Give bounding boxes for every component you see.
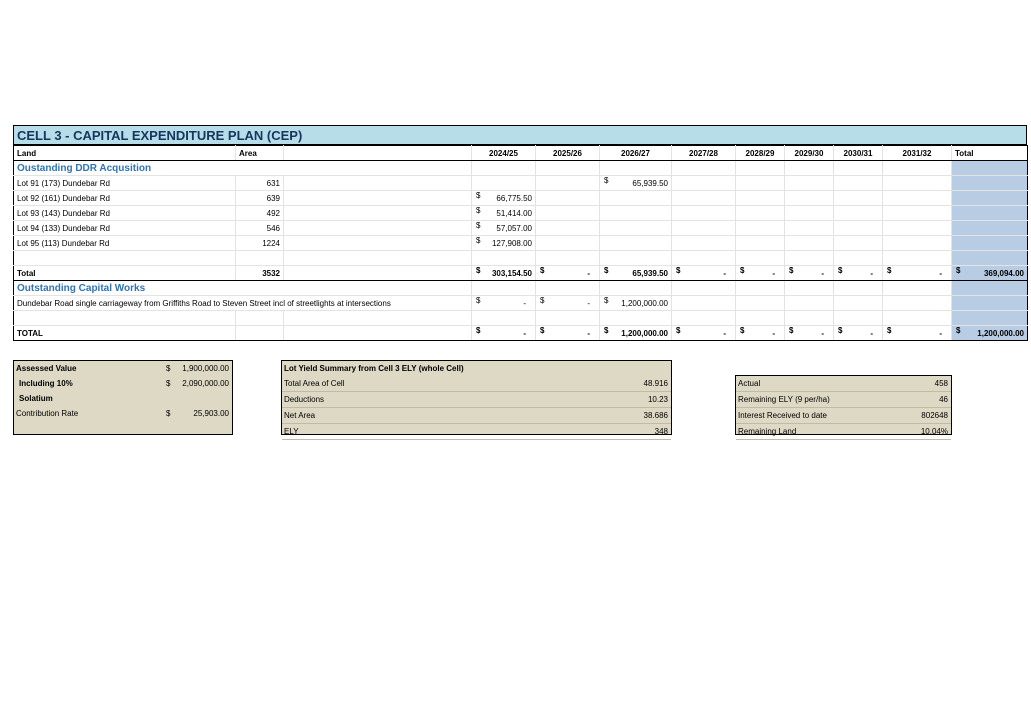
actual-row [736,424,951,440]
amount-cell[interactable] [600,326,672,341]
cell[interactable] [883,251,952,266]
cell[interactable] [14,311,236,326]
lot-row [14,236,1028,251]
amount-cell[interactable] [472,221,536,236]
cell[interactable] [834,311,883,326]
cep-sheet [13,125,1027,341]
cell[interactable] [284,311,472,326]
cell[interactable] [284,176,472,191]
cell[interactable] [952,281,1028,296]
total-label[interactable]: Total [14,266,236,281]
amount: 57,057.00 [496,223,532,233]
amount: - [870,328,873,338]
actual-value: 802648 [921,411,948,420]
amount: - [821,268,824,278]
cell[interactable] [785,221,834,236]
header-year[interactable]: 2025/26 [536,146,600,161]
lot-name[interactable]: Lot 91 (173) Dundebar Rd [14,176,236,191]
amount: - [939,268,942,278]
cell[interactable] [472,161,536,176]
actual-row [736,408,951,424]
header-year[interactable]: 2027/28 [672,146,736,161]
cell[interactable] [785,311,834,326]
cell[interactable] [736,161,785,176]
amount-cell[interactable] [536,266,600,281]
assessed-value-box [13,360,233,435]
yield-row [282,392,671,408]
yield-value: 48.916 [643,379,668,388]
lot-name[interactable]: Lot 94 (133) Dundebar Rd [14,221,236,236]
sheet-title: CELL 3 - CAPITAL EXPENDITURE PLAN (CEP) [13,125,1027,145]
amount: - [587,298,590,308]
amount-cell[interactable] [785,326,834,341]
actual-label: Remaining Land [738,427,797,436]
amount: 303,154.50 [491,268,532,278]
header-year[interactable]: 2031/32 [883,146,952,161]
amount-cell[interactable] [736,266,785,281]
cell[interactable] [672,221,736,236]
header-year[interactable]: 2030/31 [834,146,883,161]
lot-yield-heading [282,361,671,376]
cell[interactable] [736,251,785,266]
cell[interactable] [14,251,236,266]
cell[interactable] [785,176,834,191]
cell[interactable] [883,296,952,311]
assessed-row [14,361,232,376]
lot-area[interactable]: 1224 [236,236,284,251]
cell[interactable] [834,281,883,296]
works-2025[interactable] [536,296,600,311]
amount: - [523,328,526,338]
currency-symbol: $ [166,409,171,418]
amount-cell[interactable] [952,266,1028,281]
amount: 66,775.50 [496,193,532,203]
grand-total-row [14,326,1028,341]
actual-label: Remaining ELY (9 per/ha) [738,395,830,404]
cell[interactable] [834,296,883,311]
yield-value: 10.23 [647,395,668,404]
actual-row [736,376,951,392]
amount: - [772,328,775,338]
cell[interactable] [736,191,785,206]
section-row [14,281,1028,296]
amount: - [523,298,526,308]
currency-symbol: $ [887,326,892,335]
cell[interactable] [284,191,472,206]
cell[interactable] [883,176,952,191]
section-ddr-acquisition[interactable]: Oustanding DDR Acqusition [14,161,472,176]
amount: 369,094.00 [983,268,1024,278]
cell[interactable] [600,281,672,296]
amount-cell[interactable] [785,266,834,281]
lot-name[interactable]: Lot 92 (161) Dundebar Rd [14,191,236,206]
assessed-row [14,406,232,421]
cell[interactable] [672,176,736,191]
section-capital-works[interactable]: Outstanding Capital Works [14,281,472,296]
currency-symbol: $ [740,266,745,275]
currency-symbol: $ [789,266,794,275]
lot-area[interactable]: 631 [236,176,284,191]
lot-name[interactable]: Lot 95 (113) Dundebar Rd [14,236,236,251]
cell[interactable] [672,281,736,296]
header-year[interactable]: 2029/30 [785,146,834,161]
amount-cell[interactable] [600,191,672,206]
cell[interactable] [952,161,1028,176]
lot-row [14,176,1028,191]
yield-rows [282,376,671,440]
currency-symbol: $ [604,266,609,275]
currency-symbol: $ [740,326,745,335]
amount: - [939,328,942,338]
cell[interactable] [834,236,883,251]
header-land[interactable]: Land [14,146,236,161]
cell[interactable] [600,251,672,266]
yield-label: Net Area [284,411,316,420]
cell[interactable] [883,281,952,296]
yield-row [282,408,671,424]
lot-area[interactable]: 546 [236,221,284,236]
total-area[interactable]: 3532 [236,266,284,281]
cell[interactable] [536,281,600,296]
currency-symbol: $ [166,364,171,373]
total-row [14,266,1028,281]
cell[interactable] [536,176,600,191]
actual-box [735,375,952,435]
cell[interactable] [952,221,1028,236]
cell[interactable] [952,176,1028,191]
amount-cell[interactable] [600,266,672,281]
yield-value: 348 [654,427,668,436]
currency-symbol: $ [604,326,609,335]
lot-name[interactable]: Lot 93 (143) Dundebar Rd [14,206,236,221]
currency-symbol: $ [540,326,545,335]
amount-cell[interactable] [472,266,536,281]
cell[interactable] [536,206,600,221]
cell[interactable] [284,221,472,236]
cell[interactable] [952,296,1028,311]
cell[interactable] [536,161,600,176]
currency-symbol: $ [838,326,843,335]
cell[interactable] [736,221,785,236]
assessed-row [14,376,232,391]
cell[interactable] [236,326,284,341]
cell[interactable] [883,221,952,236]
amount: 1,200,000.00 [621,298,668,308]
amount-cell[interactable] [536,326,600,341]
cell[interactable] [785,236,834,251]
cell[interactable] [284,326,472,341]
cell[interactable] [600,161,672,176]
yield-label: Total Area of Cell [284,379,345,388]
cell[interactable] [736,296,785,311]
amount: - [587,268,590,278]
currency-symbol: $ [540,296,545,305]
assessed-value: 25,903.00 [193,409,229,418]
works-2024[interactable] [472,296,536,311]
currency-symbol: $ [956,266,961,275]
amount: 65,939.50 [632,178,668,188]
cell[interactable] [672,251,736,266]
header-year[interactable]: 2026/27 [600,146,672,161]
lot-row [14,206,1028,221]
amount: - [772,268,775,278]
lot-yield-heading-text: Lot Yield Summary from Cell 3 ELY (whole Cell) [284,364,464,373]
yield-label: ELY [284,427,299,436]
header-blank[interactable] [284,146,472,161]
cell[interactable] [736,206,785,221]
actual-value: 10.04% [920,427,948,436]
cell[interactable] [672,311,736,326]
currency-symbol: $ [676,326,681,335]
header-total[interactable]: Total [952,146,1028,161]
cell[interactable] [472,251,536,266]
actual-value: 458 [934,379,948,388]
amount-cell[interactable] [952,326,1028,341]
yield-value: 38.686 [643,411,668,420]
currency-symbol: $ [604,176,609,185]
cell[interactable] [284,236,472,251]
actual-row [736,392,951,408]
cell[interactable] [883,311,952,326]
works-2026[interactable] [600,296,672,311]
currency-symbol: $ [604,296,609,305]
cell[interactable] [952,191,1028,206]
amount: 51,414.00 [496,208,532,218]
amount-cell[interactable] [472,236,536,251]
currency-symbol: $ [476,326,481,335]
currency-symbol: $ [476,296,481,305]
currency-symbol: $ [838,266,843,275]
assessed-row [14,391,232,406]
assessed-label: Assessed Value [16,364,77,373]
cell[interactable] [536,236,600,251]
amount-cell[interactable] [600,236,672,251]
actual-value: 46 [939,395,948,404]
assessed-label: Contribution Rate [16,409,79,418]
cell[interactable] [785,251,834,266]
cell[interactable] [672,296,736,311]
assessed-label: Solatium [19,394,53,403]
currency-symbol: $ [476,191,481,200]
cell[interactable] [672,236,736,251]
lot-row [14,221,1028,236]
cell[interactable] [536,191,600,206]
actual-label: Interest Received to date [738,411,827,420]
cell[interactable] [736,176,785,191]
currency-symbol: $ [476,236,481,245]
works-row [14,296,1028,311]
amount-cell[interactable] [834,266,883,281]
cell[interactable] [952,236,1028,251]
assessed-value: 2,090,000.00 [182,379,229,388]
cell[interactable] [785,206,834,221]
amount-cell[interactable] [472,206,536,221]
cell[interactable] [785,296,834,311]
lot-area[interactable]: 492 [236,206,284,221]
cell[interactable] [952,311,1028,326]
amount: 127,908.00 [491,238,532,248]
works-description[interactable]: Dundebar Road single carriageway from Griffiths Road to Steven Street incl of streetlights at intersections [14,296,472,311]
header-row [14,146,1028,161]
lot-row [14,191,1028,206]
actual-label: Actual [738,379,761,388]
cell[interactable] [736,281,785,296]
currency-symbol: $ [887,266,892,275]
cell[interactable] [834,221,883,236]
amount: - [723,328,726,338]
cell[interactable] [883,206,952,221]
amount-cell[interactable] [600,176,672,191]
cell[interactable] [284,206,472,221]
yield-label: Deductions [284,395,325,404]
amount-cell[interactable] [472,191,536,206]
currency-symbol: $ [476,206,481,215]
cell[interactable] [672,191,736,206]
currency-symbol: $ [789,326,794,335]
cell[interactable] [472,311,536,326]
header-year[interactable]: 2024/25 [472,146,536,161]
currency-symbol: $ [476,266,481,275]
cell[interactable] [472,281,536,296]
currency-symbol: $ [166,379,171,388]
cell[interactable] [236,311,284,326]
yield-row [282,424,671,440]
amount-cell[interactable] [736,326,785,341]
yield-row [282,376,671,392]
cell[interactable] [883,191,952,206]
cell[interactable] [736,236,785,251]
lot-rows [14,176,1028,251]
cell[interactable] [952,206,1028,221]
amount: 1,200,000.00 [977,328,1024,338]
cell[interactable] [284,251,472,266]
cell[interactable] [600,311,672,326]
grand-total-label[interactable]: TOTAL [14,326,236,341]
currency-symbol: $ [540,266,545,275]
amount-cell[interactable] [472,326,536,341]
amount-cell[interactable] [600,206,672,221]
spacer-row [14,251,1028,266]
amount: 65,939.50 [632,268,668,278]
amount-cell[interactable] [600,221,672,236]
cep-table [13,145,1028,341]
cell[interactable] [236,251,284,266]
amount-cell[interactable] [672,326,736,341]
cell[interactable] [672,206,736,221]
assessed-rows [14,361,232,421]
spacer-row [14,311,1028,326]
cell[interactable] [834,251,883,266]
amount-cell[interactable] [834,326,883,341]
cell[interactable] [536,251,600,266]
header-year[interactable]: 2028/29 [736,146,785,161]
amount-cell[interactable] [672,266,736,281]
amount: - [587,328,590,338]
cell[interactable] [834,191,883,206]
amount: 1,200,000.00 [621,328,668,338]
assessed-label: Including 10% [19,379,73,388]
assessed-value: 1,900,000.00 [182,364,229,373]
amount-cell[interactable] [883,326,952,341]
cell[interactable] [952,251,1028,266]
cell[interactable] [672,161,736,176]
amount-cell[interactable] [883,266,952,281]
lot-area[interactable]: 639 [236,191,284,206]
amount: - [870,268,873,278]
cell[interactable] [834,176,883,191]
amount: - [723,268,726,278]
cell[interactable] [834,161,883,176]
cell[interactable] [883,161,952,176]
cell[interactable] [736,311,785,326]
cell[interactable] [834,206,883,221]
lot-yield-box [281,360,672,435]
cell[interactable] [785,161,834,176]
section-row [14,161,1028,176]
cell[interactable] [284,266,472,281]
header-area[interactable]: Area [236,146,284,161]
actual-rows [736,376,951,440]
cell[interactable] [883,236,952,251]
cell[interactable] [536,311,600,326]
currency-symbol: $ [476,221,481,230]
cell[interactable] [785,281,834,296]
cell[interactable] [785,191,834,206]
cell[interactable] [536,221,600,236]
currency-symbol: $ [676,266,681,275]
currency-symbol: $ [956,326,961,335]
amount-cell[interactable] [472,176,536,191]
amount: - [821,328,824,338]
